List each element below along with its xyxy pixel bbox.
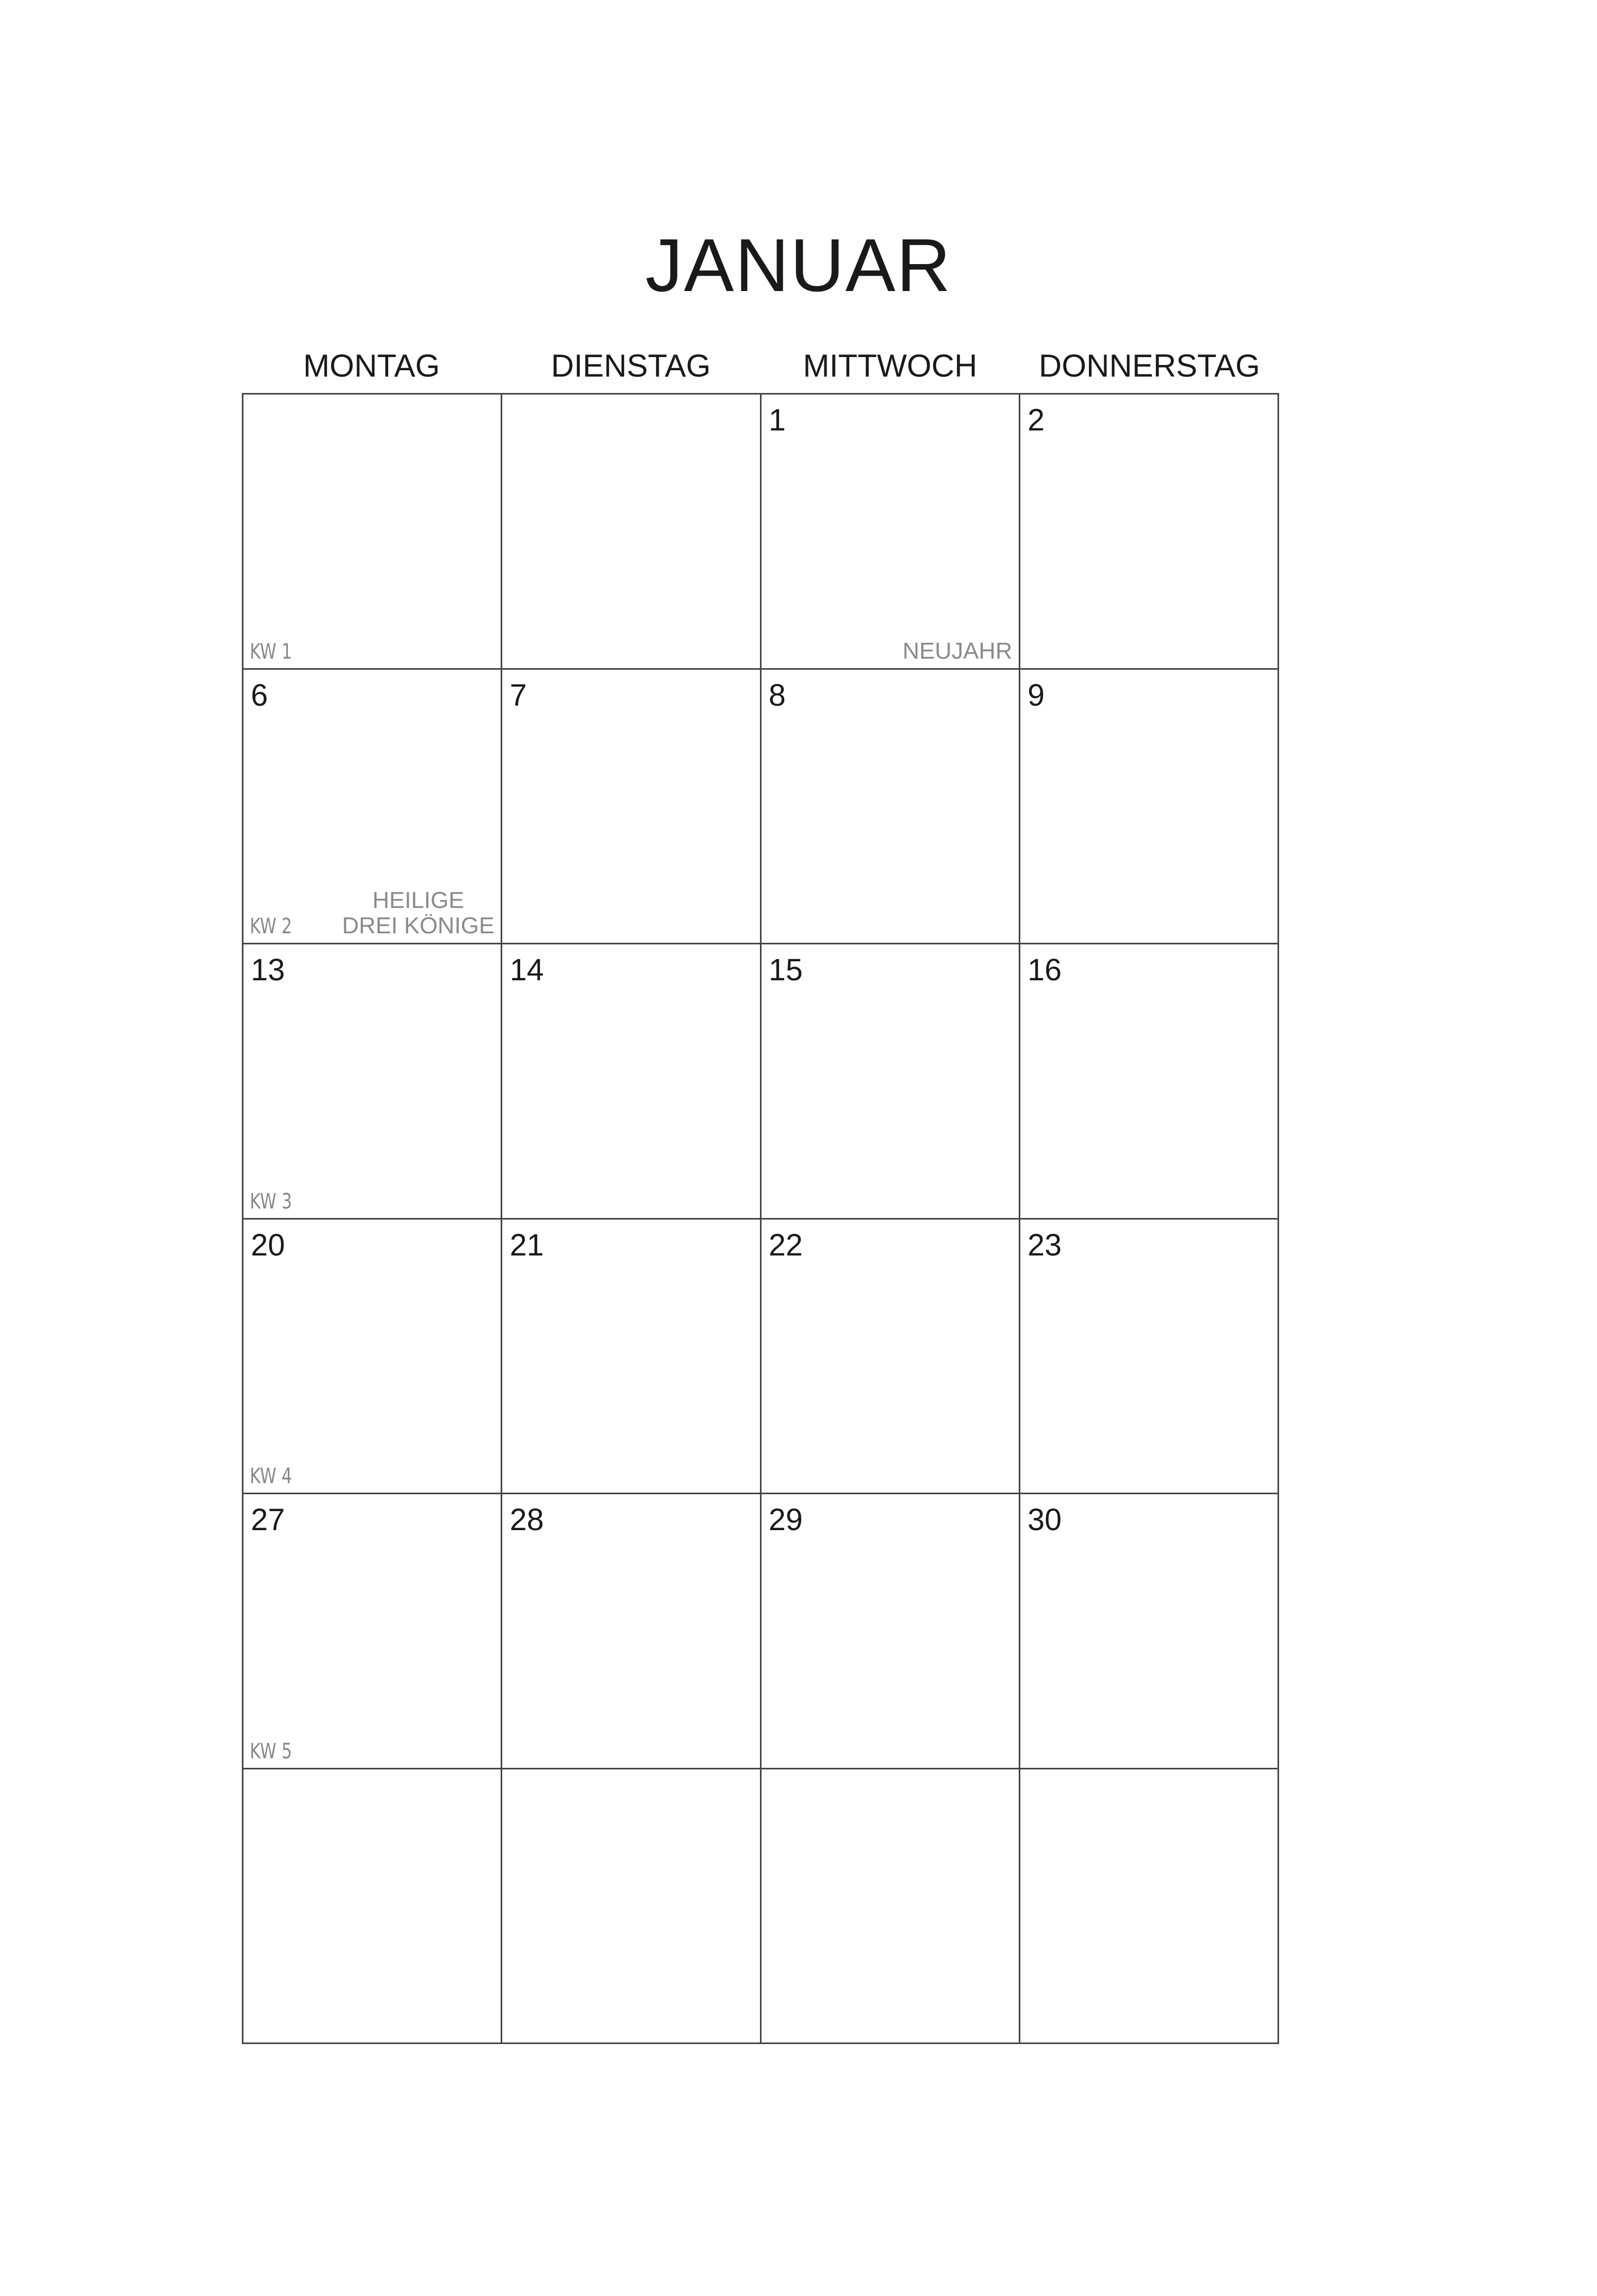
day-cell[interactable] xyxy=(762,1494,1020,1769)
day-cell[interactable] xyxy=(762,670,1020,945)
day-cell[interactable] xyxy=(243,670,502,945)
weekday-wednesday: MITTWOCH xyxy=(803,348,978,383)
day-number: 16 xyxy=(1027,953,1062,987)
calendar-grid xyxy=(242,393,1279,2044)
week-number-label: KW 4 xyxy=(250,1464,292,1488)
weekday-thursday: DONNERSTAG xyxy=(1039,348,1260,383)
day-cell[interactable] xyxy=(1020,1220,1279,1495)
week-number-label: KW 3 xyxy=(250,1189,292,1214)
weekday-monday: MONTAG xyxy=(303,348,440,383)
day-cell[interactable] xyxy=(762,944,1020,1220)
day-number: 23 xyxy=(1027,1227,1062,1262)
day-number: 21 xyxy=(510,1227,544,1262)
weekday-header xyxy=(242,342,1279,390)
day-number: 22 xyxy=(768,1227,803,1262)
day-number: 15 xyxy=(768,953,803,987)
week-number-label: KW 5 xyxy=(250,1739,292,1764)
day-number: 28 xyxy=(510,1503,544,1537)
day-cell[interactable] xyxy=(502,1494,761,1769)
day-number: 9 xyxy=(1027,678,1045,713)
day-number: 20 xyxy=(251,1227,285,1262)
weekday-tuesday: DIENSTAG xyxy=(551,348,711,383)
day-number: 14 xyxy=(510,953,544,987)
holiday-label xyxy=(903,639,1012,664)
day-cell[interactable] xyxy=(762,395,1020,670)
day-cell[interactable] xyxy=(1020,395,1279,670)
holiday-line: DREI KÖNIGE xyxy=(342,913,495,939)
day-cell[interactable] xyxy=(502,944,761,1220)
day-cell[interactable] xyxy=(243,1769,502,2045)
day-cell[interactable] xyxy=(1020,670,1279,945)
day-cell[interactable] xyxy=(243,944,502,1220)
day-cell[interactable] xyxy=(762,1220,1020,1495)
week-number-label: KW 2 xyxy=(250,914,292,939)
day-number: 2 xyxy=(1027,403,1045,437)
day-cell[interactable] xyxy=(502,1220,761,1495)
month-title: JANUAR xyxy=(645,223,952,307)
day-cell[interactable] xyxy=(502,1769,761,2045)
day-cell[interactable] xyxy=(243,1494,502,1769)
day-number: 7 xyxy=(510,678,527,713)
day-number: 29 xyxy=(768,1503,803,1537)
day-cell[interactable] xyxy=(1020,1494,1279,1769)
holiday-line: HEILIGE xyxy=(372,887,464,913)
day-number: 30 xyxy=(1027,1503,1062,1537)
day-cell[interactable] xyxy=(243,1220,502,1495)
day-number: 1 xyxy=(768,403,786,437)
day-number: 8 xyxy=(768,678,786,713)
day-number: 6 xyxy=(251,678,268,713)
week-number-label: KW 1 xyxy=(250,639,292,664)
holiday-line: NEUJAHR xyxy=(902,638,1012,664)
day-cell[interactable] xyxy=(762,1769,1020,2045)
holiday-label xyxy=(342,888,495,939)
day-cell[interactable] xyxy=(502,395,761,670)
day-cell[interactable] xyxy=(1020,1769,1279,2045)
day-cell[interactable] xyxy=(1020,944,1279,1220)
day-number: 27 xyxy=(251,1503,285,1537)
day-number: 13 xyxy=(251,953,285,987)
day-cell[interactable] xyxy=(243,395,502,670)
day-cell[interactable] xyxy=(502,670,761,945)
